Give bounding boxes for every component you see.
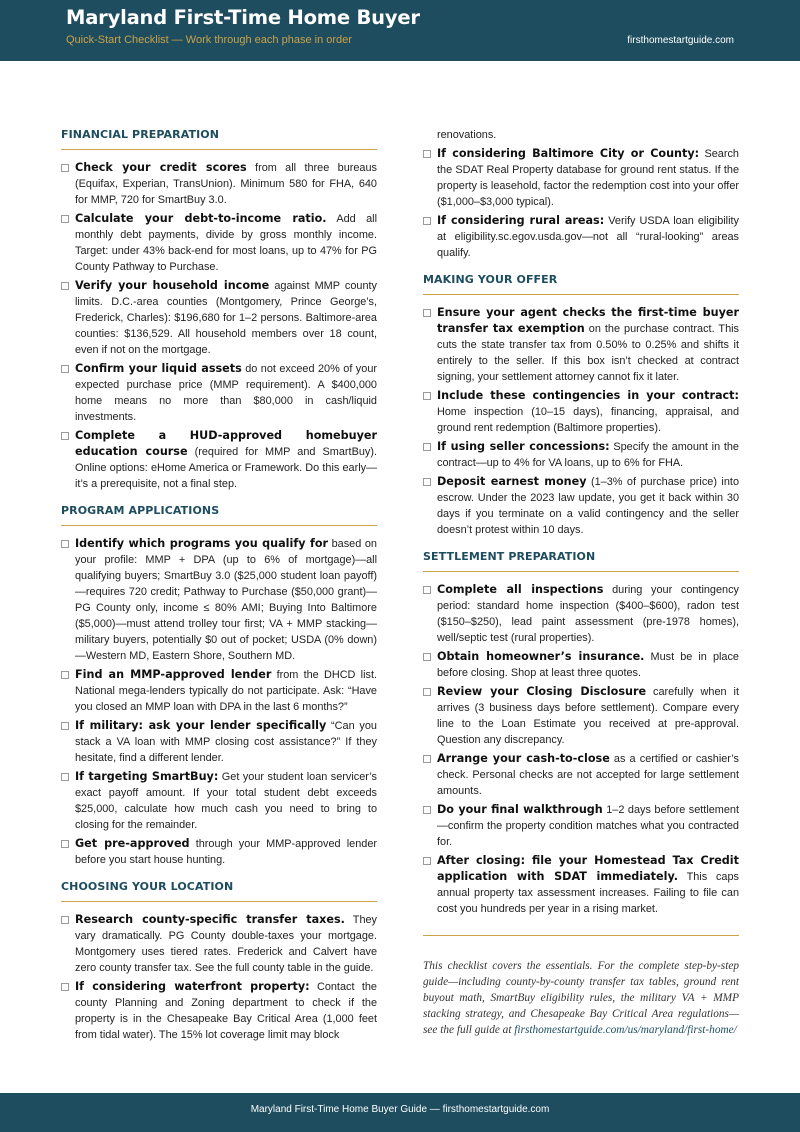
divider xyxy=(423,935,739,936)
item-lead: Research county-specific transfer taxes. xyxy=(75,913,345,926)
item-text: “Can you stack a VA loan with MMP closing cost assistance?” If they hesitate, find a different lender. xyxy=(75,720,377,764)
footer-text: Maryland First-Time Home Buyer Guide — firsthomestartguide.com xyxy=(250,1104,550,1115)
item-lead: Identify which programs you qualify for xyxy=(75,537,329,550)
section-title: FINANCIAL PREPARATION xyxy=(61,128,377,150)
item-text: Add all monthly debt payments, divide by gross monthly income. Target: under 43% back-end for most loans, up to 47% for PG County Pathway to Purchase. xyxy=(75,213,377,273)
item-lead: Verify your household income xyxy=(75,279,270,292)
checkbox[interactable] xyxy=(61,215,69,223)
checklist-item xyxy=(423,853,739,917)
checkbox[interactable] xyxy=(61,983,69,991)
item-text: as a certified or cashier’s check. Personal checks are not accepted for large settlement amounts. xyxy=(437,753,740,797)
checklist-item xyxy=(423,474,739,538)
checklist-item xyxy=(423,305,739,385)
checklist-item xyxy=(423,388,739,436)
page-header xyxy=(0,0,800,61)
item-lead: If considering Baltimore City or County: xyxy=(437,147,700,160)
section-title: PROGRAM APPLICATIONS xyxy=(61,504,377,526)
checkbox[interactable] xyxy=(61,432,69,440)
closing-text: This checklist covers the essentials. For the complete step-by-step guide—including county-by-county transfer tax tables, ground rent buyout math, SmartBuy eligibility rules, the military VA + MMP stacking strategy, and Chesapeake Bay Critical Area regulations—see the full guide at xyxy=(423,960,739,1036)
checklist-section xyxy=(61,880,377,1043)
item-lead: Complete all inspections xyxy=(437,583,604,596)
section-title: MAKING YOUR OFFER xyxy=(423,273,739,295)
item-lead: Complete a HUD-approved homebuyer education course xyxy=(75,429,377,458)
item-text: 1–2 days before settlement—confirm the property condition matches what you contracted for. xyxy=(437,804,740,848)
checklist-section xyxy=(61,504,377,868)
checklist-item xyxy=(61,912,377,976)
item-text: on the purchase contract. This cuts the state transfer tax from 0.50% to 0.25% and shifts it entirely to the seller. If this box isn’t checked at contract signing, your settlement attorney cannot fix it later. xyxy=(437,323,739,383)
checkbox[interactable] xyxy=(61,671,69,679)
item-lead: After closing: file your Homestead Tax Credit application with SDAT immediately. xyxy=(437,854,739,883)
checkbox[interactable] xyxy=(423,478,431,486)
checklist-section xyxy=(423,273,739,538)
checklist-item xyxy=(423,649,739,681)
page-footer xyxy=(0,1093,800,1132)
checkbox[interactable] xyxy=(61,916,69,924)
item-lead: Deposit earnest money xyxy=(437,475,587,488)
checklist-item xyxy=(423,582,739,646)
continued-text: renovations. xyxy=(437,129,497,141)
checkbox[interactable] xyxy=(61,365,69,373)
item-text: Must be in place before closing. Shop at least three quotes. xyxy=(437,651,739,679)
checkbox[interactable] xyxy=(423,653,431,661)
item-text: from the DHCD list. National mega-lenders typically do not participate. Ask: “Have you closed an MMP loan with DPA in the last 6 months?” xyxy=(75,669,377,713)
checklist-section xyxy=(423,146,739,261)
item-lead: Ensure your agent checks the first-time buyer transfer tax exemption xyxy=(437,306,739,335)
checkbox[interactable] xyxy=(423,586,431,594)
item-lead: Obtain homeowner’s insurance. xyxy=(437,650,645,663)
item-lead: Do your final walkthrough xyxy=(437,803,603,816)
checklist-item xyxy=(423,439,739,471)
item-text: through your MMP-approved lender before you start house hunting. xyxy=(75,838,377,866)
item-text: Contact the county Planning and Zoning department to check if the property is in the Chesapeake Bay Critical Area (1,000 feet from tidal water). The 15% lot coverage limit may block xyxy=(75,981,377,1041)
checkbox[interactable] xyxy=(423,857,431,865)
site-url: firsthomestartguide.com xyxy=(627,35,734,46)
item-text: They vary dramatically. PG County double-taxes your mortgage. Montgomery uses tiered rates. Frederick and Calvert have zero county transfer tax. See the full county table in the guide. xyxy=(75,914,378,974)
checkbox[interactable] xyxy=(423,443,431,451)
item-text: Verify USDA loan eligibility at eligibility.sc.egov.usda.gov—not all “rural-looking” areas qualify. xyxy=(437,215,739,259)
checklist-section xyxy=(423,550,739,917)
checklist-item xyxy=(423,751,739,799)
item-text: Specify the amount in the contract—up to 4% for VA loans, up to 6% for FHA. xyxy=(437,441,739,469)
item-lead: Include these contingencies in your contract: xyxy=(437,389,739,402)
checkbox[interactable] xyxy=(61,540,69,548)
item-text: (required for MMP and SmartBuy). Online options: eHome America or Framework. Do this early—it’s a prerequisite, not a final step. xyxy=(75,446,377,490)
checkbox[interactable] xyxy=(61,722,69,730)
item-text: Home inspection (10–15 days), financing, appraisal, and ground rent redemption (Baltimore properties). xyxy=(437,406,739,434)
item-text: based on your profile: MMP + DPA (up to 6% of mortgage)—all qualifying buyers; SmartBuy 3.0 ($25,000 student loan payoff)—requires 720 credit; Pathway to Purchase ($50,000 grant)—PG County only, income ≤ 80% AMI; Buying Into Baltimore ($5,000)—must attend trolley tour first; VA + MMP stacking—military buyers, potentially $0 out of pocket; USDA (0% down)—Western MD, Eastern Shore, Southern MD. xyxy=(75,538,377,662)
section-title: SETTLEMENT PREPARATION xyxy=(423,550,739,572)
checkbox[interactable] xyxy=(423,755,431,763)
item-lead: Review your Closing Disclosure xyxy=(437,685,647,698)
item-text: during your contingency period: standard home inspection ($400–$600), radon test ($150–$250), lead paint assessment (pre-1978 homes), well/septic test (rural properties). xyxy=(437,584,739,644)
item-lead: Check your credit scores xyxy=(75,161,247,174)
checkbox[interactable] xyxy=(423,392,431,400)
item-text: Get your student loan servicer’s exact payoff amount. If your total student debt exceeds $25,000, calculate how much cash you need to bring to closing for the remainder. xyxy=(75,771,378,831)
right-column xyxy=(423,128,739,1038)
item-text: This caps annual property tax assessment increases. Failing to file can cost you hundreds per year in a rising market. xyxy=(437,871,739,915)
checklist-item xyxy=(61,361,377,425)
checklist-item xyxy=(61,718,377,766)
checklist-item xyxy=(61,836,377,868)
checklist-item xyxy=(61,278,377,358)
item-text: carefully when it arrives (3 business days before settlement). Compare every line to the Loan Estimate you received at pre-approval. Question any discrepancy. xyxy=(437,686,739,746)
guide-link[interactable]: firsthomestartguide.com/us/maryland/first-home/ xyxy=(514,1024,737,1036)
item-lead: Arrange your cash-to-close xyxy=(437,752,610,765)
checkbox[interactable] xyxy=(423,217,431,225)
checklist-item xyxy=(423,213,739,261)
section-title: CHOOSING YOUR LOCATION xyxy=(61,880,377,902)
item-text: Search the SDAT Real Property database for ground rent status. If the property is leasehold, factor the redemption cost into your offer ($1,000–$3,000 typical). xyxy=(437,148,739,208)
item-lead: Get pre-approved xyxy=(75,837,190,850)
checklist-section xyxy=(61,128,377,492)
checkbox[interactable] xyxy=(61,773,69,781)
checklist-item xyxy=(61,769,377,833)
checklist-item xyxy=(61,979,377,1043)
checkbox[interactable] xyxy=(61,840,69,848)
checkbox[interactable] xyxy=(61,164,69,172)
item-text: do not exceed 20% of your expected purchase price (MMP requirement). A $400,000 home means no more than $80,000 in cash/liquid investments. xyxy=(75,363,377,423)
checklist-item xyxy=(61,536,377,664)
checklist-item xyxy=(423,146,739,210)
item-lead: Confirm your liquid assets xyxy=(75,362,242,375)
item-lead: If military: ask your lender specifically xyxy=(75,719,327,732)
item-lead: Calculate your debt-to-income ratio. xyxy=(75,212,327,225)
item-text: from all three bureaus (Equifax, Experian, TransUnion). Minimum 580 for FHA, 640 for MMP, 720 for SmartBuy 3.0. xyxy=(75,162,377,206)
item-lead: Find an MMP-approved lender xyxy=(75,668,272,681)
item-lead: If targeting SmartBuy: xyxy=(75,770,219,783)
item-text: (1–3% of purchase price) into escrow. Under the 2023 law update, you get it back within 30 days if you terminate on a valid contingency and the seller doesn’t protest within 10 days. xyxy=(437,476,739,536)
closing-note xyxy=(423,958,739,1038)
page-title: Maryland First-Time Home Buyer xyxy=(66,6,420,29)
item-lead: If considering waterfront property: xyxy=(75,980,310,993)
checkbox[interactable] xyxy=(423,806,431,814)
checklist-item xyxy=(423,684,739,748)
page-subtitle: Quick-Start Checklist — Work through each phase in order xyxy=(66,34,352,46)
item-lead: If using seller concessions: xyxy=(437,440,610,453)
checklist-item xyxy=(61,667,377,715)
checklist-item xyxy=(61,428,377,492)
checklist-item xyxy=(61,211,377,275)
checklist-item xyxy=(423,802,739,850)
left-column xyxy=(61,128,377,1046)
checkbox[interactable] xyxy=(61,282,69,290)
checkbox[interactable] xyxy=(423,150,431,158)
item-text: against MMP county limits. D.C.-area counties (Montgomery, Prince George’s, Frederick, Charles): $196,680 for 1–2 persons. Baltimore-area counties: $136,529. All household members over 18 count, even if not on the mortgage. xyxy=(75,280,377,356)
item-lead: If considering rural areas: xyxy=(437,214,605,227)
checkbox[interactable] xyxy=(423,309,431,317)
checklist-item xyxy=(61,160,377,208)
checkbox[interactable] xyxy=(423,688,431,696)
